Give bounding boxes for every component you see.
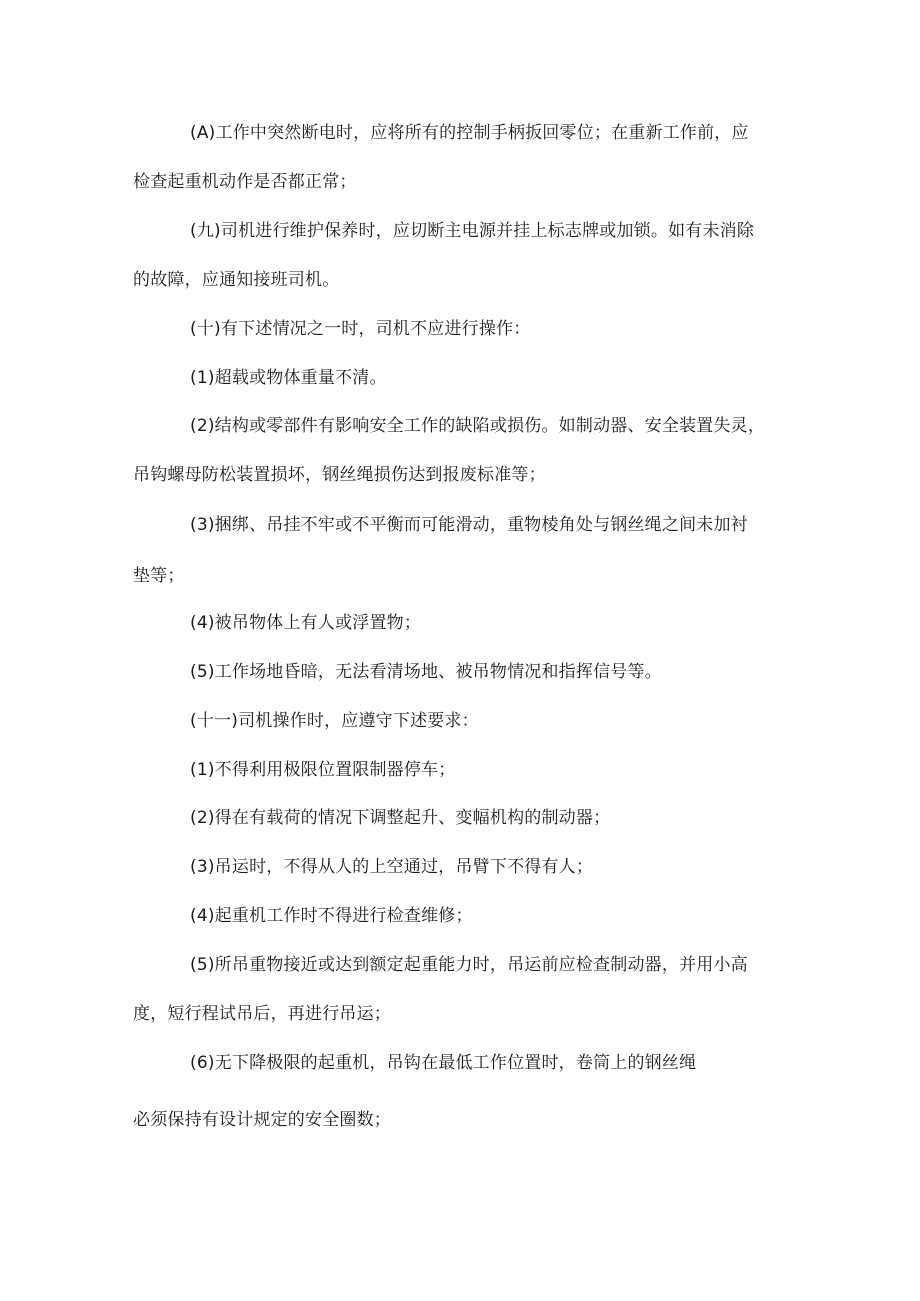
text-line: (九)司机进行维护保养时，应切断主电源并挂上标志牌或加锁。如有未消除 bbox=[190, 221, 755, 241]
text-line: (十)有下述情况之一时，司机不应进行操作： bbox=[190, 319, 531, 339]
text-line: 度，短行程试吊后，再进行吊运； bbox=[133, 1004, 391, 1024]
text-line: (3)吊运时，不得从人的上空通过，吊臂下不得有人； bbox=[190, 857, 594, 877]
text-line: 吊钩螺母防松装置损坏，钢丝绳损伤达到报废标准等； bbox=[133, 465, 546, 485]
text-line: (3)捆绑、吊挂不牢或不平衡而可能滑动，重物棱角处与钢丝绳之间未加衬 bbox=[190, 515, 748, 535]
text-line: (5)所吊重物接近或达到额定起重能力时，吊运前应检查制动器，并用小高 bbox=[190, 955, 748, 975]
text-line: (1)不得利用极限位置限制器停车； bbox=[190, 760, 456, 780]
text-line: 必须保持有设计规定的安全圈数； bbox=[133, 1110, 391, 1130]
text-line: (十一)司机操作时，应遵守下述要求： bbox=[190, 711, 479, 731]
text-line: 检查起重机动作是否都正常； bbox=[133, 172, 357, 192]
text-line: (1)超载或物体重量不清。 bbox=[190, 368, 387, 388]
text-line: (2)结构或零部件有影响安全工作的缺陷或损伤。如制动器、安全装置失灵， bbox=[190, 416, 766, 436]
text-line: (6)无下降极限的起重机，吊钩在最低工作位置时，卷筒上的钢丝绳 bbox=[190, 1053, 697, 1073]
text-line: (4)被吊物体上有人或浮置物； bbox=[190, 613, 422, 633]
text-line: (4)起重机工作时不得进行检查维修； bbox=[190, 906, 473, 926]
text-line: 垫等； bbox=[133, 566, 185, 586]
text-line: (2)得在有载荷的情况下调整起升、变幅机构的制动器； bbox=[190, 808, 611, 828]
text-line: (A)工作中突然断电时，应将所有的控制手柄扳回零位；在重新工作前，应 bbox=[190, 123, 749, 143]
text-line: 的故障，应通知接班司机。 bbox=[133, 270, 340, 290]
text-line: (5)工作场地昏暗，无法看清场地、被吊物情况和指挥信号等。 bbox=[190, 662, 662, 682]
